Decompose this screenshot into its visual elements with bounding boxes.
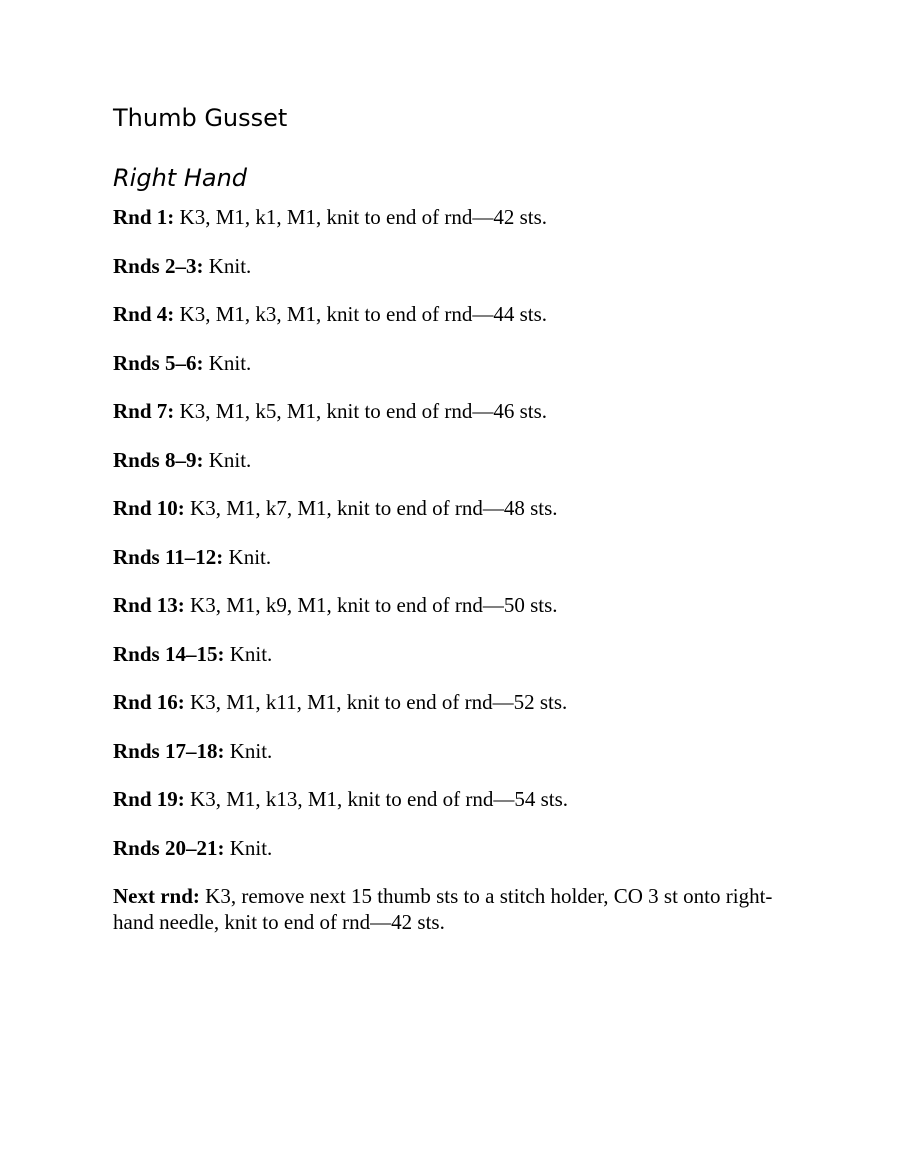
instruction-label: Rnds 8–9: [113,447,204,472]
instruction-item [113,641,793,667]
instruction-label: Rnd 10: [113,496,185,520]
instruction-item [113,350,793,376]
instruction-label: Rnd 13: [113,593,185,617]
instruction-item [113,835,793,861]
instruction-text: Knit. [203,350,252,375]
instruction-item [113,544,793,570]
instruction-label: Rnd 16: [113,690,185,714]
instruction-text: Knit. [224,738,273,763]
instruction-text: K3, M1, k1, M1, knit to end of rnd—42 sts. [174,205,548,229]
instruction-text: Knit. [224,641,273,666]
instruction-text: Knit. [203,253,252,278]
instruction-item [113,398,793,424]
instruction-text: Knit. [203,447,252,472]
instruction-label: Next rnd: [113,884,200,908]
instruction-item [113,883,793,935]
instruction-item [113,592,793,618]
instruction-item [113,495,793,521]
instruction-label: Rnds 17–18: [113,738,225,763]
instruction-text: K3, M1, k11, M1, knit to end of rnd—52 sts. [184,690,568,714]
instruction-text: Knit. [223,544,272,569]
instruction-label: Rnds 2–3: [113,253,204,278]
subsection-title: Right Hand [113,164,248,192]
instruction-text: K3, M1, k5, M1, knit to end of rnd—46 sts. [174,399,548,423]
instruction-text: K3, M1, k7, M1, knit to end of rnd—48 sts. [184,496,558,520]
instruction-text: K3, M1, k13, M1, knit to end of rnd—54 sts. [184,787,569,811]
instruction-label: Rnd 4: [113,302,175,326]
instruction-item [113,301,793,327]
instruction-label: Rnds 5–6: [113,350,204,375]
instruction-label: Rnd 7: [113,399,175,423]
instruction-list [113,204,793,958]
instruction-item [113,738,793,764]
instruction-text: K3, M1, k3, M1, knit to end of rnd—44 sts. [174,302,548,326]
instruction-label: Rnds 14–15: [113,641,225,666]
instruction-item [113,447,793,473]
instruction-label: Rnds 11–12: [113,544,224,569]
instruction-label: Rnd 19: [113,787,185,811]
instruction-text: Knit. [224,835,273,860]
instruction-item [113,689,793,715]
instruction-text: K3, remove next 15 thumb sts to a stitch holder, CO 3 st onto right-hand needle, knit to end of rnd—42 sts. [113,884,773,934]
instruction-text: K3, M1, k9, M1, knit to end of rnd—50 sts. [184,593,558,617]
instruction-label: Rnd 1: [113,205,175,229]
instruction-item [113,204,793,230]
instruction-item [113,786,793,812]
section-title: Thumb Gusset [113,104,288,132]
instruction-label: Rnds 20–21: [113,835,225,860]
instruction-item [113,253,793,279]
